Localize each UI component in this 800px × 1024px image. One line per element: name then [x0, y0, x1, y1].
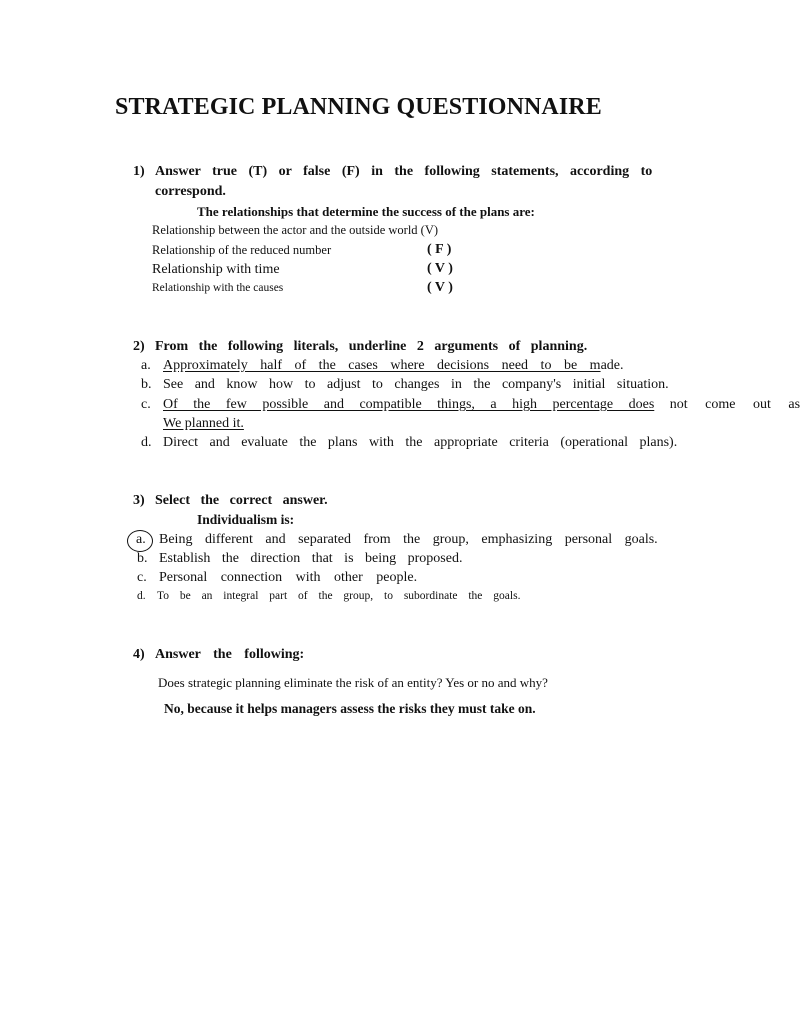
q1-number: 1): [133, 164, 145, 179]
q3-option-a: Being different and separated from the group, emphasizing personal goals.: [159, 532, 658, 547]
q2-option-a-underlined: Approximately half of the cases where decisions need to be m: [163, 358, 601, 373]
q1-item-text: Relationship with time: [152, 262, 280, 277]
q1-item-text: Relationship with the causes: [152, 282, 284, 294]
q4-number: 4): [133, 647, 145, 662]
q4-prompt: Answer the following:: [155, 647, 305, 662]
q1-item-text: Relationship of the reduced number: [152, 243, 332, 257]
q2-option-d: Direct and evaluate the plans with the appropriate criteria (operational plans).: [163, 435, 678, 450]
q4-question: Does strategic planning eliminate the risk of an entity? Yes or no and why?: [158, 675, 548, 690]
q1-prompt-line2: correspond.: [155, 184, 226, 199]
q2-option-c-underlined: Of the few possible and compatible things, a high percentage does: [163, 397, 655, 412]
q4-answer: No, because it helps managers assess the risks they must take on.: [164, 701, 536, 716]
q3-subheading: [184, 512, 294, 528]
q1-item-4: [139, 282, 283, 294]
q1-item-2-answer: ( F ): [427, 242, 452, 257]
q1-prompt-line1: [155, 164, 652, 180]
q3-option-c: Personal connection with other people.: [159, 570, 418, 585]
q1-item-text: Relationship between the actor and the outside world (V): [152, 223, 439, 237]
q1-item-2: [139, 243, 331, 258]
q1-item-4-answer: ( V ): [427, 280, 453, 295]
q3-option-d-letter: d.: [137, 590, 146, 602]
q3-option-c-letter: c.: [137, 570, 147, 585]
q3-option-b-letter: b.: [137, 551, 148, 566]
q3-subheading-text: Individualism is:: [197, 512, 295, 527]
q2-option-b: See and know how to adjust to changes in the company's initial situation.: [163, 377, 669, 392]
q2-option-a-letter: a.: [141, 358, 151, 373]
q1-subheading: [184, 204, 535, 220]
q2-option-c-line2: We planned it.: [163, 416, 244, 431]
q2-option-c-letter: c.: [141, 397, 151, 412]
q2-number: 2): [133, 339, 145, 354]
q2-option-a: [163, 358, 624, 374]
q3-prompt: Select the correct answer.: [155, 493, 328, 508]
q1-subheading-text: The relationships that determine the success of the plans are:: [197, 204, 535, 219]
q3-number: 3): [133, 493, 145, 508]
q2-option-a-rest: ade.: [600, 358, 624, 373]
q2-option-c-rest: not come out as: [669, 397, 800, 412]
q3-option-b: Establish the direction that is being proposed.: [159, 551, 463, 566]
q2-option-d-letter: d.: [141, 435, 152, 450]
q2-option-c: [163, 397, 800, 413]
q1-item-3: [139, 262, 280, 278]
q2-prompt: From the following literals, underline 2 arguments of planning.: [155, 339, 588, 354]
q1-item-3-answer: ( V ): [427, 261, 453, 276]
q1-item-1: [139, 223, 438, 238]
q3-option-a-letter: a.: [136, 532, 146, 547]
page-title: STRATEGIC PLANNING QUESTIONNAIRE: [115, 94, 602, 120]
q1-prompt-text: Answer true (T) or false (F) in the following statements, according to: [155, 164, 653, 179]
q3-option-d: To be an integral part of the group, to subordinate the goals.: [157, 590, 521, 602]
q2-option-b-letter: b.: [141, 377, 152, 392]
